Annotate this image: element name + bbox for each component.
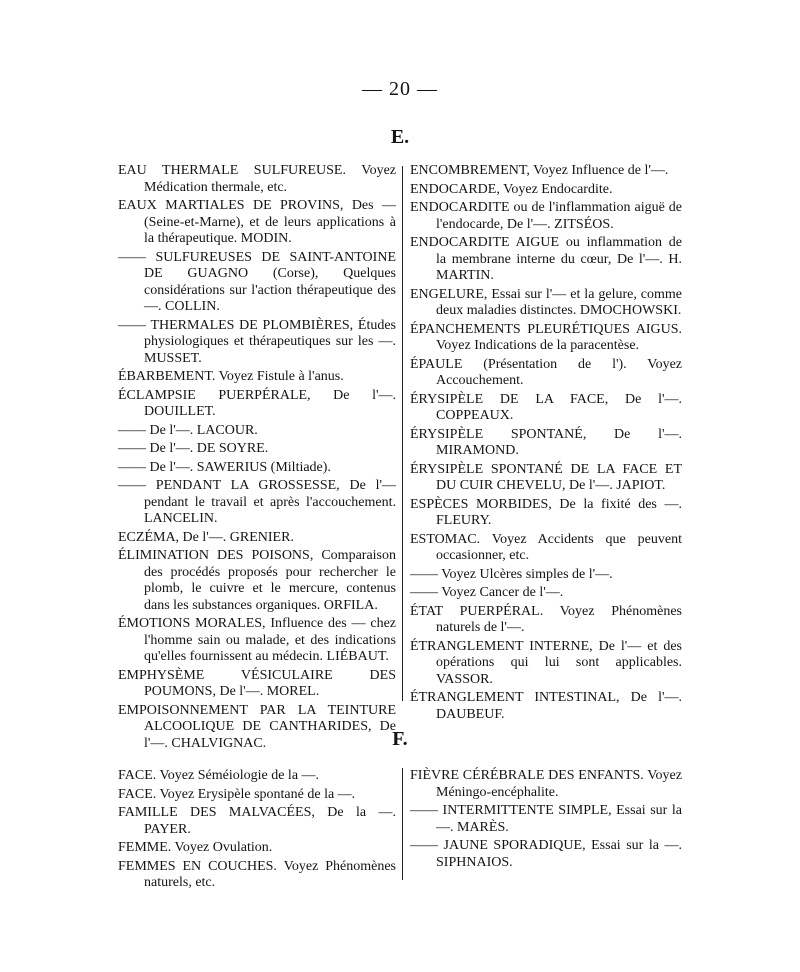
index-entry: FACE. Voyez Erysipèle spontané de la —. — [118, 786, 356, 802]
index-entry: —— De l'—. SAWERIUS (Miltiade). — [118, 459, 331, 475]
index-entry: ESPÈCES MORBIDES, De la fixité des —. FLEURY. — [410, 496, 682, 528]
index-entry: ÉMOTIONS MORALES, Influence des — chez l'homme sain ou malade, et des indications qu'elles fournissent au médecin. LIÉBAUT. — [118, 616, 396, 664]
index-entry: ENGELURE, Essai sur l'— et la gelure, comme deux maladies distinctes. DMOCHOWSKI. — [410, 286, 682, 318]
index-entry: ÉLIMINATION DES POISONS, Comparaison des procédés proposés pour rechercher le plomb, le cuivre et le mercure, contenus dans les substances organiques. ORFILA. — [118, 548, 396, 613]
index-entry: ECZÉMA, De l'—. GRENIER. — [118, 529, 294, 545]
index-entry: ÉTAT PUERPÉRAL. Voyez Phénomènes naturels de l'—. — [410, 603, 682, 635]
index-entry: ÉPANCHEMENTS PLEURÉTIQUES AIGUS. Voyez Indications de la paracentèse. — [410, 321, 682, 353]
index-entry: ENDOCARDITE ou de l'inflammation aiguë de l'endocarde, De l'—. ZITSÉOS. — [410, 200, 682, 232]
index-entry: —— PENDANT LA GROSSESSE, De l'— pendant le travail et après l'accouchement. LANCELIN. — [118, 478, 396, 526]
index-entry: ENDOCARDE, Voyez Endocardite. — [410, 181, 613, 197]
index-entry: ÉBARBEMENT. Voyez Fistule à l'anus. — [118, 369, 344, 384]
column-f-left — [118, 768, 396, 894]
column-divider — [402, 166, 403, 701]
section-letter-f: F. — [392, 728, 408, 750]
index-entry: —— THERMALES DE PLOMBIÈRES, Études physiologiques et thérapeutiques sur les —. MUSSET. — [118, 317, 396, 366]
index-entry: EMPHYSÈME VÉSICULAIRE DES POUMONS, De l'—. MOREL. — [118, 667, 396, 699]
index-entry: ÉRYSIPÈLE SPONTANÉ, De l'—. MIRAMOND. — [410, 426, 682, 458]
index-entry: —— SULFUREUSES DE SAINT-ANTOINE DE GUAGNO (Corse), Quelques considérations sur l'action thérapeutique des —. COLLIN. — [118, 249, 396, 314]
index-entry: FEMME. Voyez Ovulation. — [118, 840, 273, 855]
column-f-right — [410, 768, 682, 873]
column-e-right — [410, 163, 682, 725]
index-entry: ÉRYSIPÈLE SPONTANÉ DE LA FACE ET DU CUIR CHEVELU, De l'—. JAPIOT. — [410, 461, 682, 493]
index-entry: FACE. Voyez Séméiologie de la —. — [118, 768, 320, 783]
index-entry: FAMILLE DES MALVACÉES, De la —. PAYER. — [118, 805, 396, 837]
index-entry: —— De l'—. LACOUR. — [118, 422, 258, 438]
index-entry: EMPOISONNEMENT PAR LA TEINTURE ALCOOLIQUE DE CANTHARIDES, De l'—. CHALVIGNAC. — [118, 702, 396, 751]
column-e-left — [118, 163, 396, 754]
index-entry: —— De l'—. DE SOYRE. — [118, 441, 269, 456]
index-entry: —— Voyez Ulcères simples de l'—. — [410, 566, 613, 582]
index-entry: ESTOMAC. Voyez Accidents que peuvent occasionner, etc. — [410, 531, 682, 563]
index-entry: ÉPAULE (Présentation de l'). Voyez Accouchement. — [410, 356, 682, 388]
index-entry: EAUX MARTIALES DE PROVINS, Des — (Seine-et-Marne), et de leurs applications à la thérapeutique. MODIN. — [118, 198, 396, 246]
column-divider — [402, 768, 403, 880]
page-number: — 20 — — [362, 78, 438, 100]
index-entry: ENCOMBREMENT, Voyez Influence de l'—. — [410, 163, 669, 178]
index-entry: —— JAUNE SPORADIQUE, Essai sur la —. SIPHNAIOS. — [410, 838, 682, 870]
index-entry: EAU THERMALE SULFUREUSE. Voyez Médication thermale, etc. — [118, 163, 396, 195]
section-letter-e: E. — [390, 126, 410, 148]
index-entry: —— Voyez Cancer de l'—. — [410, 585, 564, 600]
index-entry: ÉTRANGLEMENT INTERNE, De l'— et des opérations qui lui sont applicables. VASSOR. — [410, 638, 682, 687]
index-entry: —— INTERMITTENTE SIMPLE, Essai sur la —. MARÈS. — [410, 803, 682, 835]
index-entry: FEMMES EN COUCHES. Voyez Phénomènes naturels, etc. — [118, 858, 396, 890]
index-entry: ÉTRANGLEMENT INTESTINAL, De l'—. DAUBEUF. — [410, 690, 682, 722]
index-entry: ENDOCARDITE AIGUE ou inflammation de la membrane interne du cœur, De l'—. H. MARTIN. — [410, 235, 682, 283]
index-entry: FIÈVRE CÉRÉBRALE DES ENFANTS. Voyez Méningo-encéphalite. — [410, 768, 682, 800]
index-entry: ÉRYSIPÈLE DE LA FACE, De l'—. COPPEAUX. — [410, 391, 682, 423]
index-entry: ÉCLAMPSIE PUERPÉRALE, De l'—. DOUILLET. — [118, 387, 396, 419]
